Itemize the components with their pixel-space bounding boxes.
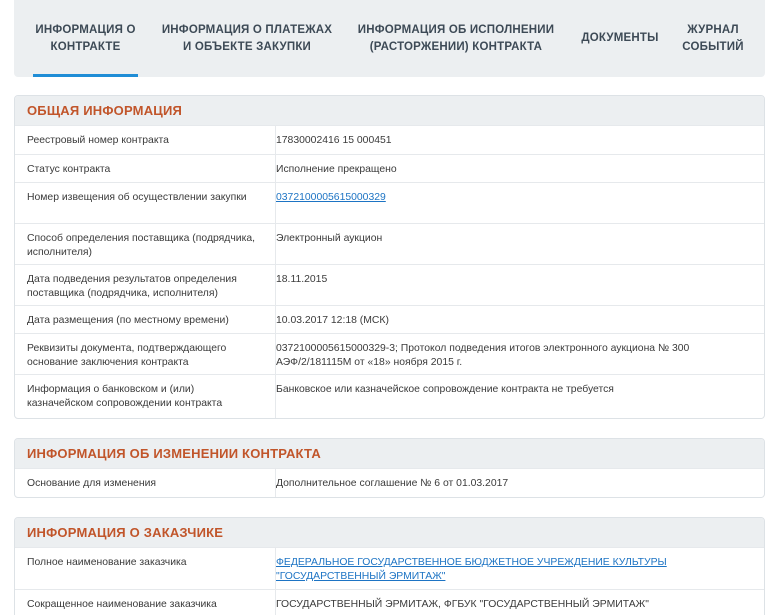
table-row xyxy=(15,125,764,154)
row-label: Реестровый номер контракта xyxy=(15,126,276,154)
row-label: Полное наименование заказчика xyxy=(15,548,276,589)
tab-event-log[interactable]: ЖУРНАЛ СОБЫТИЙ xyxy=(682,23,744,53)
notice-number-link[interactable]: 0372100005615000329 xyxy=(276,192,386,203)
customer-info-section xyxy=(14,517,765,615)
customer-full-name-link[interactable]: ФЕДЕРАЛЬНОЕ ГОСУДАРСТВЕННОЕ БЮДЖЕТНОЕ УЧРЕЖДЕНИЕ КУЛЬТУРЫ "ГОСУДАРСТВЕННЫЙ ЭРМИТАЖ" xyxy=(276,557,667,582)
table-row xyxy=(15,182,764,223)
row-label: Основание для изменения xyxy=(15,469,276,497)
row-value: 10.03.2017 12:18 (МСК) xyxy=(276,315,389,326)
row-value: ГОСУДАРСТВЕННЫЙ ЭРМИТАЖ, ФГБУК "ГОСУДАРСТВЕННЫЙ ЭРМИТАЖ" xyxy=(276,599,649,610)
table-row xyxy=(15,374,764,418)
table-row xyxy=(15,547,764,589)
row-label: Номер извещения об осуществлении закупки xyxy=(15,183,276,223)
row-value: 18.11.2015 xyxy=(276,274,328,285)
row-value: Банковское или казначейское сопровождение контракта не требуется xyxy=(276,384,614,395)
tab-contract-info[interactable]: ИНФОРМАЦИЯ О КОНТРАКТЕ xyxy=(33,0,138,77)
row-value: Электронный аукцион xyxy=(276,233,383,244)
row-value: 17830002416 15 000451 xyxy=(276,135,392,146)
section-title: ОБЩАЯ ИНФОРМАЦИЯ xyxy=(15,96,764,125)
row-label: Статус контракта xyxy=(15,155,276,182)
row-label: Информация о банковском и (или) казначейском сопровождении контракта xyxy=(15,375,276,418)
table-row xyxy=(15,589,764,615)
row-label: Дата размещения (по местному времени) xyxy=(15,306,276,333)
tab-payments-info[interactable]: ИНФОРМАЦИЯ О ПЛАТЕЖАХ И ОБЪЕКТЕ ЗАКУПКИ xyxy=(161,23,333,53)
table-row xyxy=(15,468,764,497)
row-value: 0372100005615000329-3; Протокол подведения итогов электронного аукциона № 300 АЭФ/2/181115М от «18» ноября 2015 г. xyxy=(276,343,690,368)
table-row xyxy=(15,154,764,182)
row-label: Реквизиты документа, подтверждающего основание заключения контракта xyxy=(15,334,276,374)
tab-documents[interactable]: ДОКУМЕНТЫ xyxy=(581,32,659,44)
row-value: Дополнительное соглашение № 6 от 01.03.2017 xyxy=(276,478,509,489)
row-value xyxy=(276,548,764,589)
general-info-section xyxy=(14,95,765,419)
tab-execution-info[interactable]: ИНФОРМАЦИЯ ОБ ИСПОЛНЕНИИ (РАСТОРЖЕНИИ) КОНТРАКТА xyxy=(357,23,555,53)
table-row xyxy=(15,264,764,305)
section-title: ИНФОРМАЦИЯ О ЗАКАЗЧИКЕ xyxy=(15,518,764,547)
section-title: ИНФОРМАЦИЯ ОБ ИЗМЕНЕНИИ КОНТРАКТА xyxy=(15,439,764,468)
row-label: Дата подведения результатов определения поставщика (подрядчика, исполнителя) xyxy=(15,265,276,305)
table-row xyxy=(15,305,764,333)
contract-changes-section xyxy=(14,438,765,498)
tab-bar xyxy=(14,0,765,77)
row-label: Сокращенное наименование заказчика xyxy=(15,590,276,615)
row-value xyxy=(276,183,764,223)
table-row xyxy=(15,333,764,374)
table-row xyxy=(15,223,764,264)
row-label: Способ определения поставщика (подрядчика, исполнителя) xyxy=(15,224,276,264)
row-value: Исполнение прекращено xyxy=(276,164,397,175)
